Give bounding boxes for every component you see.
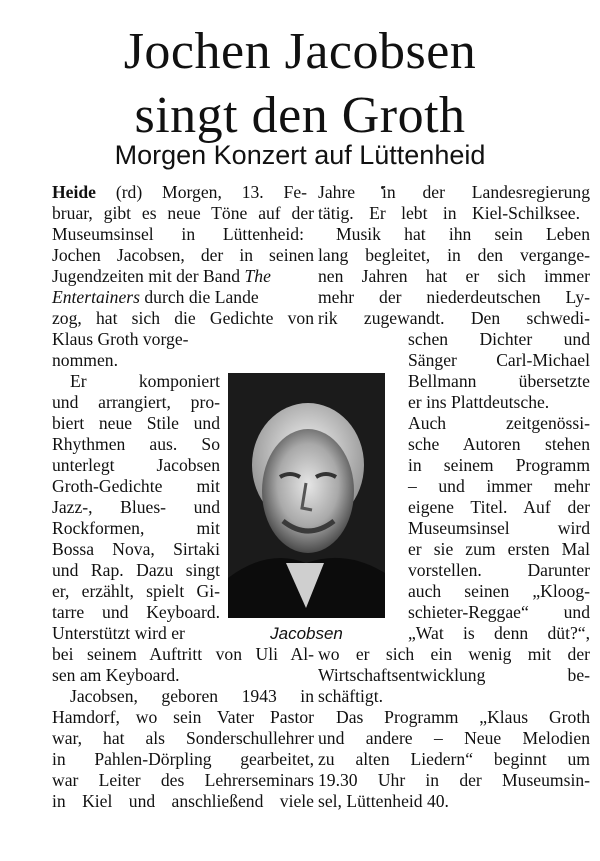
text-line: lang begleitet, in den vergange- xyxy=(318,245,590,265)
text-line: tätig. Er lebt in Kiel-Schilksee. xyxy=(318,203,580,223)
text-line: Jazz-, Blues- und xyxy=(52,497,220,517)
text-line: Musik hat ihn sein Leben xyxy=(336,224,590,244)
text-line: in Pahlen-Dörpling gearbeitet, xyxy=(52,749,314,769)
text-line: – und immer mehr xyxy=(408,476,590,496)
dateline: Heide xyxy=(52,182,96,202)
text-line: in seinem Programm xyxy=(408,455,590,475)
text-line: schen Dichter und xyxy=(408,329,590,349)
text-line: er, erzählt, spielt Gi- xyxy=(52,581,220,601)
text-line: nommen. xyxy=(52,350,118,370)
text-line: in Kiel und anschließend viele xyxy=(52,791,314,811)
text-line: zog, hat sich die Gedichte von xyxy=(52,308,314,328)
text-line: Wirtschaftsentwicklung be- xyxy=(318,665,590,685)
text-line: er ins Plattdeutsche. xyxy=(408,392,550,412)
headline-line-1: Jochen Jacobsen xyxy=(123,23,477,80)
text-line: Jacobsen, geboren 1943 in xyxy=(70,686,314,706)
text-line: und arrangiert, pro- xyxy=(52,392,220,412)
subheadline: Morgen Konzert auf Lüttenheid xyxy=(114,140,486,170)
text-line: Bossa Nova, Sirtaki xyxy=(52,539,220,559)
band-name: The xyxy=(244,266,271,286)
text-line: war, hat als Sonderschullehrer xyxy=(52,728,314,748)
text-line: Klaus Groth vorge- xyxy=(52,329,189,349)
headline-line-2: singt den Groth xyxy=(134,87,466,144)
portrait-photo xyxy=(228,373,385,618)
text-line: Unterstützt wird er xyxy=(52,623,185,643)
text-line: Museumsinsel in Lüttenheid: xyxy=(52,224,304,244)
text-line: Rhythmen aus. So xyxy=(52,434,220,454)
text-line: Bellmann übersetzte xyxy=(408,371,590,391)
text-line: Entertainers durch die Lande xyxy=(52,287,259,307)
text-line: Heide (rd) Morgen, 13. Fe- xyxy=(52,182,307,202)
band-name-cont: Entertainers xyxy=(52,287,140,307)
text-line: „Wat is denn düt?“, xyxy=(408,623,590,643)
text-line: Jugendzeiten mit der Band The xyxy=(52,266,271,286)
text-line: bruar, gibt es neue Töne auf der xyxy=(52,203,314,223)
text-line: bei seinem Auftritt von Uli Al- xyxy=(52,644,314,664)
text-line: eigene Titel. Auf der xyxy=(408,497,590,517)
text-line: Das Programm „Klaus Groth xyxy=(336,707,590,727)
text-line: zu alten Liedern“ beginnt um xyxy=(318,749,590,769)
text-line: Auch zeitgenössi- xyxy=(408,413,590,433)
text-line: vorstellen. Darunter xyxy=(408,560,590,580)
text-line: Er komponiert xyxy=(70,371,220,391)
text-line: unterlegt Jacobsen xyxy=(52,455,220,475)
text-line: und andere – Neue Melodien xyxy=(318,728,590,748)
text-line: Sänger Carl-Michael xyxy=(408,350,590,370)
text-line: Rockformen, mit xyxy=(52,518,220,538)
text-line: 19.30 Uhr in der Museumsin- xyxy=(318,770,590,790)
text-line: sche Autoren stehen xyxy=(408,434,590,454)
text-line: Jochen Jacobsen, der in seinen xyxy=(52,245,314,265)
text-line: biert neue Stile und xyxy=(52,413,220,433)
text-line: Hamdorf, wo sein Vater Pastor xyxy=(52,707,314,727)
headline xyxy=(0,20,600,148)
text-line: und Rap. Dazu singt xyxy=(52,560,220,580)
text-line: wo er sich ein wenig mit der xyxy=(318,644,590,664)
text-line: mehr der niederdeutschen Ly- xyxy=(318,287,590,307)
text-line: sel, Lüttenheid 40. xyxy=(318,791,449,811)
text-line: tarre und Keyboard. xyxy=(52,602,220,622)
photo-caption: Jacobsen xyxy=(270,624,343,643)
text-line: sen am Keyboard. xyxy=(52,665,180,685)
text-line: rik zugewandt. Den schwedi- xyxy=(318,308,590,328)
text-line: schieter-Reggae“ und xyxy=(408,602,590,622)
text-line: nen Jahren hat er sich immer xyxy=(318,266,590,286)
text-line: Jahre in der Landesregierung xyxy=(318,182,590,202)
text-line: auch seinen „Kloog- xyxy=(408,581,590,601)
text-line: schäftigt. xyxy=(318,686,383,706)
text-line: Museumsinsel wird xyxy=(408,518,590,538)
text-line: er sie zum ersten Mal xyxy=(408,539,590,559)
text-line: Groth-Gedichte mit xyxy=(52,476,220,496)
portrait-image xyxy=(228,373,385,618)
text-line: war Leiter des Lehrerseminars xyxy=(52,770,314,790)
